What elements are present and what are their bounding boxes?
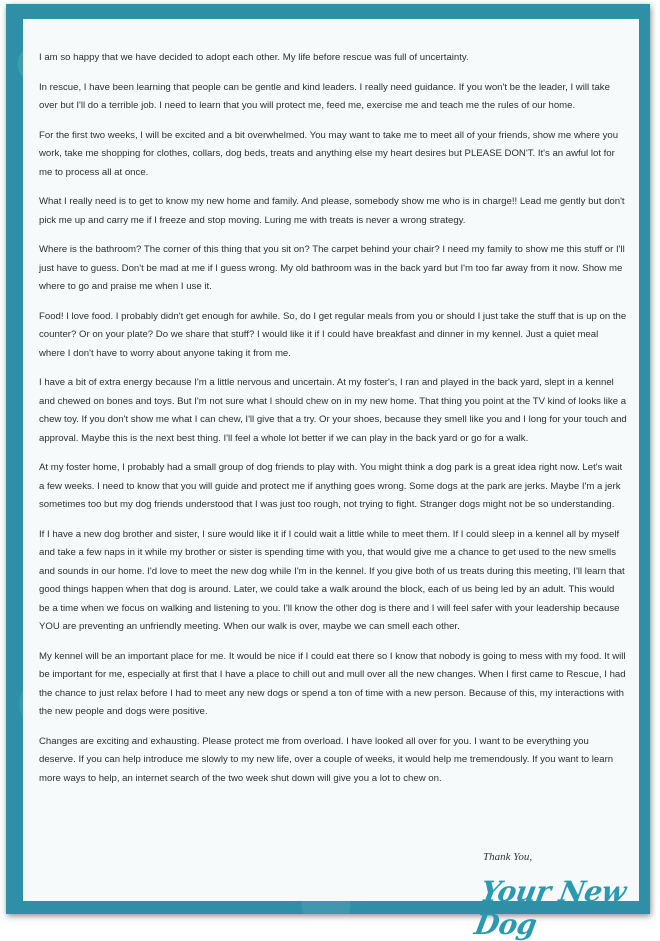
paragraph: Food! I love food. I probably didn't get enough for awhile. So, do I get regular meals from you or should I just take the stuff that is up on the counter? Or on your plate? Do we share that stuff? I would like it if I could have breakfast and dinner in my kennel. Just a quiet meal where I don't have to worry about anyone taking it from me. xyxy=(39,310,627,359)
paragraph: At my foster home, I probably had a small group of dog friends to play with. You might think a dog park is a great idea right now. Let's wait a few weeks. I need to know that you will guide and protect me if anything goes wrong. Some dogs at the park are jerks. Maybe I'm a jerk sometimes too but my dog friends understood that I was just too rough, not trying to fight. Stranger dogs might not be so understanding. xyxy=(39,462,623,510)
letter-page xyxy=(23,19,639,941)
paragraph: My kennel will be an important place for me. It would be nice if I could eat there so I know that nobody is going to mess with my food. It will be important for me, especially at first that I have a place to chill out and mull over all the new changes. When I first came to Rescue, I had the chance to just relax before I had to meet any new dogs or spend a ton of time with a new person. Because of this, my interactions with the new people and dogs were positive. xyxy=(39,650,626,717)
paragraph: For the first two weeks, I will be excited and a bit overwhelmed. You may want to take me to meet all of your friends, show me where you work, take me shopping for clothes, collars, dog beds, treats and anything else my heart desires but PLEASE DON'T. It's an awful lot for me to process all at once. xyxy=(39,129,619,178)
decorative-border xyxy=(6,4,650,941)
paragraph: I am so happy that we have decided to adopt each other. My life before rescue was full of uncertainty. xyxy=(39,52,469,63)
signature: Your New Dog xyxy=(472,875,629,941)
paragraph: What I really need is to get to know my new home and family. And please, somebody show me who is in charge!! Lead me gently but don't pick me up and carry me if I freeze and stop moving. Luring me with treats is never a wrong strategy. xyxy=(39,196,625,226)
paragraph: Changes are exciting and exhausting. Please protect me from overload. I have looked all over for you. I want to be everything you deserve. If you can help introduce me slowly to my new life, over a couple of weeks, it would help me tremendously. If you want to learn more ways to help, an internet search of the two week shut down will give you a lot to chew on. xyxy=(39,735,614,784)
letter-body xyxy=(39,49,627,799)
closing-line: Thank You, xyxy=(483,851,533,863)
paragraph: If I have a new dog brother and sister, I sure would like it if I could wait a little while to meet them. If I could sleep in a kennel all by myself and take a few naps in it while my brother or sister is spending time with you, that would give me a chance to get used to the new smells and sounds in our home. I'd love to meet the new dog while I'm in the kennel. If you give both of us treats during this meeting, I'll learn that good things happen when that dog is around. Later, we could take a walk around the block, each of us being led by an adult. This would be a time when we focus on walking and listening to you. I'll know the other dog is there and I will feel safer with your leadership because YOU are preventing an unfriendly meeting. When our walk is over, maybe we can smell each other. xyxy=(39,528,625,632)
paragraph: Where is the bathroom? The corner of this thing that you sit on? The carpet behind your chair? I need my family to show me this stuff or I'll just have to guess. Don't be mad at me if I guess wrong. My old bathroom was in the back yard but I'm too far away from it now. Show me where to go and praise me when I use it. xyxy=(39,244,625,292)
paragraph: I have a bit of extra energy because I'm a little nervous and uncertain. At my foster's, I ran and played in the back yard, slept in a kennel and chewed on bones and toys. But I'm not sure what I should chew on in my new home. That thing you point at the TV kind of looks like a chew toy. If you don't show me what I can chew, I'll give that a try. Or your shoes, because they smell like you and I long for your touch and approval. Maybe this is the next best thing. I'll feel a whole lot better if we can play in the back yard or go for a walk. xyxy=(39,377,627,444)
paragraph: In rescue, I have been learning that people can be gentle and kind leaders. I really need guidance. If you won't be the leader, I will take over but I'll do a terrible job. I need to learn that you will protect me, feed me, exercise me and teach me the rules of our home. xyxy=(39,81,610,111)
